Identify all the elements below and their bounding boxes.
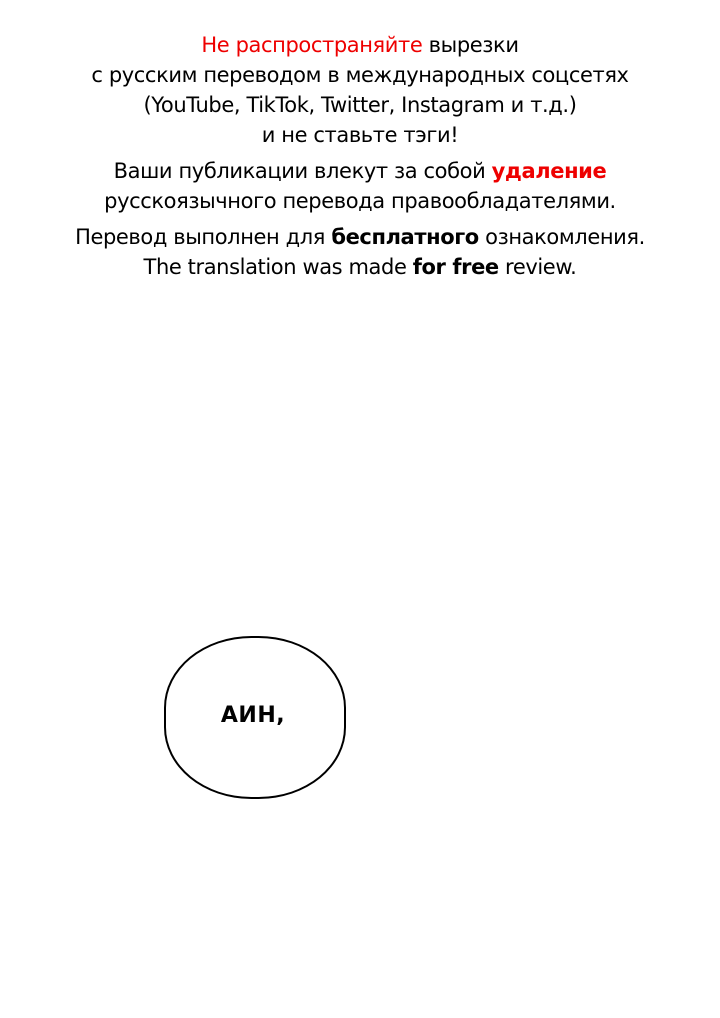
notice-line	[0, 30, 720, 60]
speech-bubble-text: АИН,	[220, 703, 286, 728]
notice-text: Перевод выполнен для	[75, 225, 332, 249]
notice-line: и не ставьте тэги!	[261, 123, 459, 147]
translation-notice	[0, 30, 720, 282]
notice-text: review.	[498, 255, 577, 279]
notice-line	[0, 156, 720, 186]
notice-line: (YouTube, TikTok, Twitter, Instagram и т.д.)	[143, 93, 577, 117]
warning-text-red: Не распространяйте	[201, 33, 423, 57]
emphasis-free-ru: бесплатного	[331, 225, 479, 249]
warning-text-removal: удаление	[491, 159, 607, 183]
emphasis-free-en: for free	[412, 255, 499, 279]
notice-line	[0, 222, 720, 252]
speech-bubble	[164, 636, 346, 799]
notice-paragraph-distribution	[0, 30, 720, 150]
notice-text: ознакомления.	[478, 225, 645, 249]
notice-paragraph-free	[0, 222, 720, 282]
notice-line	[0, 252, 720, 282]
notice-text: Ваши публикации влекут за собой	[113, 159, 492, 183]
notice-line: русскоязычного перевода правообладателями.	[104, 189, 616, 213]
notice-paragraph-consequences	[0, 156, 720, 216]
notice-text: вырезки	[422, 33, 519, 57]
notice-text: The translation was made	[143, 255, 413, 279]
notice-line: с русским переводом в международных соцсетях	[91, 63, 629, 87]
